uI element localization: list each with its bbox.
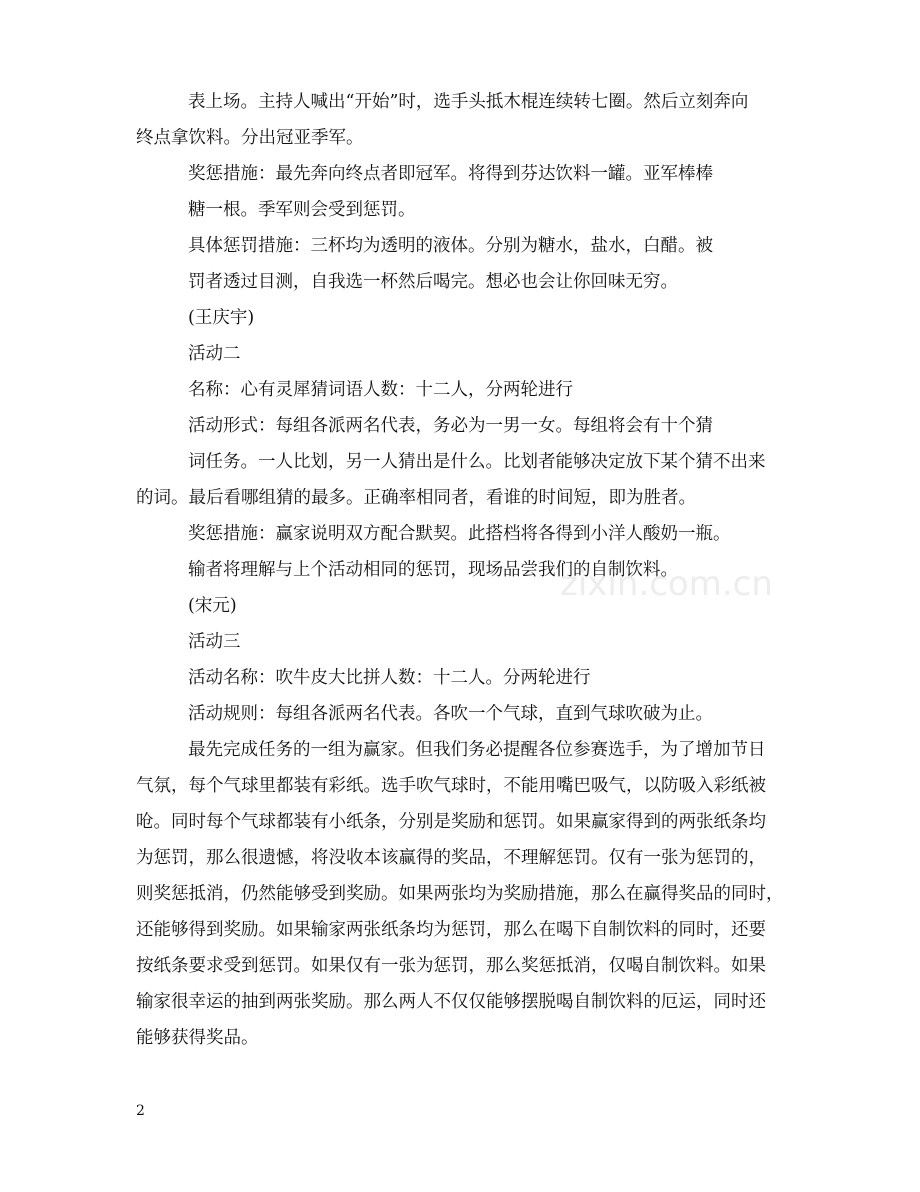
text-line: 最先完成任务的一组为赢家。但我们务必提醒各位参赛选手，为了增加节日 <box>188 740 766 760</box>
text-line: 奖惩措施：赢家说明双方配合默契。此搭档将各得到小洋人酸奶一瓶。 <box>188 524 731 544</box>
page-number: 2 <box>136 1103 145 1119</box>
text-line: 活动规则：每组各派两名代表。各吹一个气球，直到气球吹破为止。 <box>188 704 713 724</box>
text-line: 还能够得到奖励。如果输家两张纸条均为惩罚，那么在喝下自制饮料的同时，还要 <box>136 920 766 940</box>
text-line: (宋元) <box>188 596 237 616</box>
text-line: 糖一根。季军则会受到惩罚。 <box>188 200 416 220</box>
svg-text:zixin.com.cn: zixin.com.cn <box>560 564 773 604</box>
document-body <box>136 84 786 1056</box>
text-line: 罚者透过目测，自我选一杯然后喝完。想必也会让你回味无穷。 <box>188 272 678 292</box>
text-line: 奖惩措施：最先奔向终点者即冠军。将得到芬达饮料一罐。亚军棒棒 <box>188 164 713 184</box>
text-line: 活动二 <box>188 344 241 364</box>
text-line: (王庆宇) <box>188 308 255 328</box>
text-line: 呛。同时每个气球都装有小纸条，分别是奖励和惩罚。如果赢家得到的两张纸条均 <box>136 812 766 832</box>
text-line: 输家很幸运的抽到两张奖励。那么两人不仅仅能够摆脱喝自制饮料的厄运，同时还 <box>136 992 766 1012</box>
text-line: 活动名称：吹牛皮大比拼人数：十二人。分两轮进行 <box>188 668 591 688</box>
text-line: 为惩罚，那么很遗憾，将没收本该赢得的奖品，不理解惩罚。仅有一张为惩罚的， <box>136 848 766 868</box>
text-line: 名称：心有灵犀猜词语人数：十二人，分两轮进行 <box>188 380 573 400</box>
text-line: 气氛，每个气球里都装有彩纸。选手吹气球时，不能用嘴巴吸气，以防吸入彩纸被 <box>136 776 766 796</box>
text-line: 输者将理解与上个活动相同的惩罚，现场品尝我们的自制饮料。 <box>188 560 678 580</box>
text-line: 活动三 <box>188 632 241 652</box>
text-line: 终点拿饮料。分出冠亚季军。 <box>136 128 364 148</box>
text-line: 的词。最后看哪组猜的最多。正确率相同者，看谁的时间短，即为胜者。 <box>136 488 696 508</box>
text-line: 按纸条要求受到惩罚。如果仅有一张为惩罚，那么奖惩抵消，仅喝自制饮料。如果 <box>136 956 766 976</box>
text-line: 则奖惩抵消，仍然能够受到奖励。如果两张均为奖励措施，那么在赢得奖品的同时， <box>136 884 784 904</box>
text-line: 词任务。一人比划，另一人猜出是什么。比划者能够决定放下某个猜不出来 <box>188 452 766 472</box>
text-line: 活动形式：每组各派两名代表，务必为一男一女。每组将会有十个猜 <box>188 416 713 436</box>
text-line: 能够获得奖品。 <box>136 1028 259 1048</box>
text-line: 表上场。主持人喊出“开始”时，选手头抵木棍连续转七圈。然后立刻奔向 <box>188 92 749 112</box>
text-line: 具体惩罚措施：三杯均为透明的液体。分别为糖水，盐水，白醋。被 <box>188 236 713 256</box>
